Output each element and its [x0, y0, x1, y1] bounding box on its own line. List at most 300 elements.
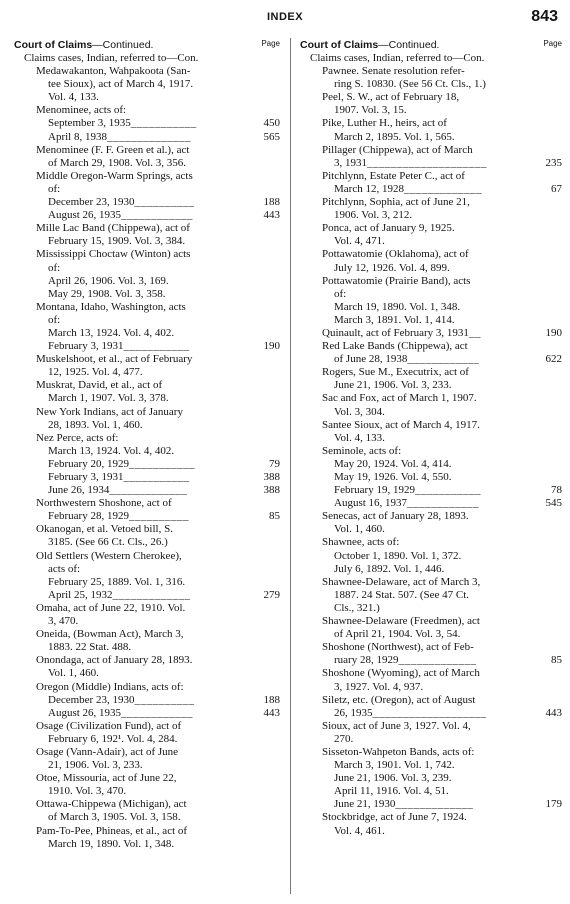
index-line [300, 196, 562, 209]
index-line-text: Vol. 4, 461. [334, 824, 385, 837]
index-line [300, 157, 562, 170]
index-line [14, 602, 280, 615]
index-line [14, 694, 280, 707]
index-line-text: Rogers, Sue M., Executrix, act of [322, 366, 469, 379]
index-line-text: Mississippi Choctaw (Winton) acts [36, 248, 191, 261]
index-line [300, 641, 562, 654]
index-line [300, 667, 562, 680]
index-line-text: 1887. 24 Stat. 507. (See 47 Ct. [334, 588, 470, 601]
dot-leader: _____________ [395, 798, 474, 811]
index-line [14, 497, 280, 510]
index-line-text: Pitchlynn, Sophia, act of June 21, [322, 196, 470, 209]
dot-leader: ___________ [414, 484, 481, 497]
dot-leader: ______________ [106, 130, 191, 143]
index-line [14, 78, 280, 91]
index-line [14, 353, 280, 366]
index-line [300, 419, 562, 432]
index-line [300, 602, 562, 615]
index-line-text: 3, 470. [48, 615, 79, 628]
index-line-text: Northwestern Shoshone, act of [36, 497, 172, 510]
index-line [300, 694, 562, 707]
index-line [14, 458, 280, 471]
page-reference: 190 [261, 340, 281, 353]
header-title: INDEX [266, 11, 304, 23]
index-line-text: 1907. Vol. 3, 15. [334, 104, 407, 117]
dot-leader: ___________________ [372, 706, 487, 719]
index-line-text: December 23, 1930 [48, 693, 135, 706]
index-line-text: May 29, 1908. Vol. 3, 358. [48, 287, 166, 300]
index-line [14, 117, 280, 130]
index-line-text: Muskrat, David, et al., act of [36, 379, 163, 392]
index-line-text: Seminole, acts of: [322, 444, 402, 457]
index-line [14, 667, 280, 680]
index-line-text: Sioux, act of June 3, 1927. Vol. 4, [322, 719, 471, 732]
section-title: Court of Claims [300, 39, 379, 51]
index-line [14, 288, 280, 301]
page-reference: 388 [261, 471, 281, 484]
index-line [300, 209, 562, 222]
index-line-text: May 19, 1926. Vol. 4, 550. [334, 471, 452, 483]
section-title: Court of Claims [14, 39, 93, 51]
page-reference: 78 [548, 484, 562, 497]
index-line [300, 183, 562, 196]
dot-leader: ___________ [128, 457, 195, 470]
column-divider [290, 38, 291, 894]
index-line [300, 314, 562, 327]
index-line [14, 314, 280, 327]
right-column-heading [300, 38, 562, 52]
index-line [14, 144, 280, 157]
index-line-text: Sisseton-Wahpeton Bands, acts of: [322, 745, 475, 758]
index-line [14, 510, 280, 523]
index-line [14, 707, 280, 720]
index-line [300, 222, 562, 235]
index-line-text: August 26, 1935 [48, 706, 122, 719]
dot-leader: ____________ [121, 209, 194, 222]
index-line-text: of June 28, 1938 [334, 353, 408, 366]
index-line-text: Quinault, act of February 3, 1931 [322, 326, 469, 339]
page-column-label: Page [261, 39, 280, 48]
index-line [14, 720, 280, 733]
index-line-text: Oregon (Middle) Indians, acts of: [36, 680, 184, 693]
index-line [300, 78, 562, 91]
dot-leader: __________ [134, 693, 195, 706]
index-line-text: March 13, 1924. Vol. 4, 402. [48, 326, 175, 339]
index-line-text: 21, 1906. Vol. 3, 233. [48, 759, 143, 772]
index-line-text: Sac and Fox, act of March 1, 1907. [322, 392, 477, 405]
index-line-text: Stockbridge, act of June 7, 1924. [322, 811, 467, 824]
index-line-text: April 8, 1938 [48, 130, 107, 143]
right-entries-list [300, 52, 562, 838]
index-line [14, 419, 280, 432]
index-line [300, 301, 562, 314]
index-line [300, 589, 562, 602]
index-line [14, 811, 280, 824]
page-reference: 85 [266, 510, 280, 523]
index-line [300, 746, 562, 759]
index-line-text: July 6, 1892. Vol. 1, 446. [334, 562, 445, 575]
index-line [300, 288, 562, 301]
index-line [300, 170, 562, 183]
index-line-text: June 21, 1930 [334, 798, 396, 811]
page-reference: 450 [261, 117, 281, 130]
index-line [300, 707, 562, 720]
index-line [300, 497, 562, 510]
index-line-text: Pam-To-Pee, Phineas, et al., act of [36, 824, 188, 837]
index-line [14, 654, 280, 667]
index-line-text: February 15, 1909. Vol. 3, 384. [48, 235, 186, 248]
dot-leader: ___________ [130, 117, 197, 130]
index-line-text: Vol. 4, 471. [334, 235, 385, 248]
index-line [14, 576, 280, 589]
index-line [14, 798, 280, 811]
continued-label: —Continued. [378, 39, 440, 51]
index-line [300, 131, 562, 144]
index-line-text: of March 29, 1908. Vol. 3, 356. [48, 156, 187, 169]
index-line-text: March 3, 1891. Vol. 1, 414. [334, 313, 455, 326]
dot-leader: __________ [128, 510, 189, 523]
dot-leader: _____________ [403, 182, 482, 195]
index-line-text: February 20, 1929 [48, 457, 129, 470]
page-reference: 443 [543, 707, 563, 720]
index-line [300, 248, 562, 261]
index-line-text: ruary 28, 1929 [334, 654, 399, 667]
index-line [300, 733, 562, 746]
index-line [300, 772, 562, 785]
index-line [14, 196, 280, 209]
index-line-text: 3, 1931 [334, 156, 367, 169]
index-line-text: February 6, 192¹. Vol. 4, 284. [48, 732, 178, 745]
index-line [300, 523, 562, 536]
index-line [300, 366, 562, 379]
index-line-text: Osage (Vann-Adair), act of June [36, 745, 179, 758]
index-line [300, 811, 562, 824]
index-line-text: February 3, 1931 [48, 471, 124, 483]
index-line-text: Vol. 1, 460. [334, 523, 385, 536]
index-line-text: Muskelshoot, et al., act of February [36, 353, 193, 366]
index-line-text: Onondaga, act of January 28, 1893. [36, 654, 193, 667]
index-line-text: Menominee, acts of: [36, 104, 127, 117]
index-line-text: April 11, 1916. Vol. 4, 51. [334, 785, 449, 798]
index-line-text: 1906. Vol. 3, 212. [334, 209, 413, 222]
index-line-text: March 3, 1901. Vol. 1, 742. [334, 759, 455, 772]
index-line [14, 65, 280, 78]
index-line-text: Pottawatomie (Prairie Band), acts [322, 274, 471, 287]
index-line-text: October 1, 1890. Vol. 1, 372. [334, 549, 462, 562]
index-line-text: May 20, 1924. Vol. 4, 414. [334, 457, 452, 470]
index-line-text: 1883. 22 Stat. 488. [48, 641, 132, 654]
dot-leader: ____________ [407, 353, 480, 366]
page-reference: 388 [261, 484, 281, 497]
index-line-text: Osage (Civilization Fund), act of [36, 719, 182, 732]
index-line [300, 406, 562, 419]
index-line-text: Senecas, act of January 28, 1893. [322, 510, 469, 523]
index-line-text: Pottawatomie (Oklahoma), act of [322, 248, 469, 261]
page-reference: 79 [266, 458, 280, 471]
index-line [300, 458, 562, 471]
index-line [14, 131, 280, 144]
index-line-text: August 26, 1935 [48, 209, 122, 222]
index-line-text: of: [48, 261, 61, 274]
index-line-text: Siletz, etc. (Oregon), act of August [322, 693, 476, 706]
index-line-text: June 21, 1906. Vol. 3, 239. [334, 772, 452, 785]
index-line-text: Middle Oregon-Warm Springs, acts [36, 169, 193, 182]
page-header [0, 8, 570, 36]
continued-label: —Continued. [92, 39, 154, 51]
index-line-text: Vol. 4, 133. [334, 431, 385, 444]
index-line [14, 825, 280, 838]
index-line-text: Ponca, act of January 9, 1925. [322, 222, 455, 235]
dot-leader: _____________ [398, 654, 477, 667]
index-line [300, 117, 562, 130]
page-reference: 235 [543, 157, 563, 170]
index-line [14, 563, 280, 576]
index-line [300, 65, 562, 78]
page-reference: 443 [261, 209, 281, 222]
dot-leader: __________ [134, 196, 195, 209]
index-line [14, 392, 280, 405]
index-line [300, 144, 562, 157]
index-line [14, 366, 280, 379]
index-line [14, 235, 280, 248]
dot-leader: __ [468, 326, 481, 339]
index-line-text: December 23, 1930 [48, 196, 135, 209]
index-line [14, 327, 280, 340]
page-reference: 622 [543, 353, 563, 366]
index-line [300, 104, 562, 117]
index-line [14, 471, 280, 484]
index-line-text: Montana, Idaho, Washington, acts [36, 300, 186, 313]
index-line-text: New York Indians, act of January [36, 405, 183, 418]
index-line-text: 12, 1925. Vol. 4, 477. [48, 366, 143, 379]
index-line-text: Ottawa-Chippewa (Michigan), act [36, 798, 187, 811]
index-line [14, 222, 280, 235]
index-line-text: March 2, 1895. Vol. 1, 565. [334, 130, 455, 143]
index-line [14, 275, 280, 288]
index-line [14, 615, 280, 628]
index-line [300, 445, 562, 458]
index-line [14, 170, 280, 183]
index-line [300, 654, 562, 667]
index-line-text: 1910. Vol. 3, 470. [48, 785, 127, 798]
index-line [300, 628, 562, 641]
index-line-text: August 16, 1937 [334, 497, 408, 510]
index-line [14, 838, 280, 851]
index-line-text: 28, 1893. Vol. 1, 460. [48, 418, 143, 431]
dot-leader: ___________ [123, 340, 190, 353]
right-column [300, 38, 562, 838]
index-line [300, 563, 562, 576]
dot-leader: _____________ [112, 588, 191, 601]
index-line [14, 52, 280, 65]
index-line-text: of March 3, 1905. Vol. 3, 158. [48, 811, 181, 824]
index-line [14, 536, 280, 549]
index-line [300, 825, 562, 838]
index-line [14, 772, 280, 785]
index-line [14, 157, 280, 170]
index-line [14, 589, 280, 602]
index-line [300, 392, 562, 405]
index-line-text: 3, 1927. Vol. 4, 937. [334, 680, 424, 693]
index-line-text: Pike, Luther H., heirs, act of [322, 117, 447, 130]
index-line-text: Vol. 4, 133. [48, 91, 99, 104]
index-line-text: Old Settlers (Western Cherokee), [36, 549, 182, 562]
index-line-text: Cls., 321.) [334, 601, 380, 614]
index-line [14, 301, 280, 314]
page-reference: 190 [543, 327, 563, 340]
index-line [300, 536, 562, 549]
index-line [300, 91, 562, 104]
index-line-text: February 19, 1929 [334, 484, 415, 497]
index-line-text: Mille Lac Band (Chippewa), act of [36, 222, 190, 235]
index-line [300, 576, 562, 589]
left-column-heading [14, 38, 280, 52]
index-line [300, 720, 562, 733]
page-reference: 188 [261, 196, 281, 209]
index-line [300, 262, 562, 275]
index-line-text: September 3, 1935 [48, 117, 131, 130]
index-line-text: Claims cases, Indian, referred to—Con. [310, 52, 485, 64]
index-line-text: Shoshone (Wyoming), act of March [322, 667, 480, 680]
index-line [14, 746, 280, 759]
index-line-text: Shawnee-Delaware, act of March 3, [322, 575, 481, 588]
index-line-text: ring S. 10830. (See 56 Ct. Cls., 1.) [334, 78, 486, 91]
index-line [14, 523, 280, 536]
index-line-text: of: [48, 182, 61, 195]
index-line [14, 628, 280, 641]
dot-leader: ____________ [407, 497, 480, 510]
index-line-text: of: [334, 287, 347, 300]
page-reference: 443 [261, 707, 281, 720]
index-line [14, 785, 280, 798]
page-column-label: Page [543, 39, 562, 48]
left-entries-list [14, 52, 280, 851]
index-line-text: Shawnee-Delaware (Freedmen), act [322, 615, 480, 628]
index-line-text: April 26, 1906. Vol. 3, 169. [48, 274, 169, 287]
index-line [300, 759, 562, 772]
index-line-text: 26, 1935 [334, 706, 373, 719]
index-line [300, 275, 562, 288]
page-number: 843 [531, 8, 558, 25]
page-reference: 179 [543, 798, 563, 811]
index-line-text: of April 21, 1904. Vol. 3, 54. [334, 628, 461, 641]
index-line [300, 327, 562, 340]
index-line-text: Shoshone (Northwest), act of Feb- [322, 641, 474, 654]
index-line [14, 445, 280, 458]
index-line-text: Vol. 3, 304. [334, 405, 385, 418]
index-line-text: Menominee (F. F. Green et al.), act [36, 143, 190, 156]
index-line [14, 406, 280, 419]
index-line-text: April 25, 1932 [48, 588, 113, 601]
index-line [300, 681, 562, 694]
index-line [14, 733, 280, 746]
index-line-text: June 21, 1906. Vol. 3, 233. [334, 379, 452, 392]
index-line [14, 379, 280, 392]
index-line [300, 785, 562, 798]
index-line-text: 3185. (See 66 Ct. Cls., 26.) [48, 536, 168, 549]
index-line-text: March 1, 1907. Vol. 3, 378. [48, 392, 169, 405]
page-reference: 188 [261, 694, 281, 707]
index-line-text: Oneida, (Bowman Act), March 3, [36, 628, 184, 641]
index-line-text: Medawakanton, Wahpakoota (San- [36, 65, 191, 78]
index-line-text: 270. [334, 732, 354, 745]
dot-leader: _____________ [109, 484, 188, 497]
index-line-text: Shawnee, acts of: [322, 536, 400, 549]
index-line-text: Vol. 1, 460. [48, 667, 99, 680]
index-line-text: Peel, S. W., act of February 18, [322, 91, 460, 104]
dot-leader: ____________ [121, 706, 194, 719]
index-line [300, 52, 562, 65]
index-line-text: March 12, 1928 [334, 182, 404, 195]
dot-leader: ___________ [123, 471, 190, 483]
page-reference: 545 [543, 497, 563, 510]
index-line-text: March 13, 1924. Vol. 4, 402. [48, 444, 175, 457]
page-reference: 279 [261, 589, 281, 602]
index-line-text: Santee Sioux, act of March 4, 1917. [322, 418, 480, 431]
index-line [300, 484, 562, 497]
index-line [14, 262, 280, 275]
index-line [300, 510, 562, 523]
index-line [300, 235, 562, 248]
index-line-text: acts of: [48, 562, 81, 575]
index-line [14, 248, 280, 261]
index-line-text: Otoe, Missouria, act of June 22, [36, 772, 177, 785]
index-line-text: June 26, 1934 [48, 484, 110, 497]
index-line [14, 183, 280, 196]
index-line [14, 484, 280, 497]
index-line [300, 353, 562, 366]
dot-leader: ____________________ [367, 156, 487, 169]
index-line [14, 681, 280, 694]
index-line [14, 104, 280, 117]
left-column [14, 38, 280, 851]
index-line-text: Pillager (Chippewa), act of March [322, 143, 473, 156]
index-line-text: Pawnee. Senate resolution refer- [322, 65, 465, 78]
index-line [300, 798, 562, 811]
index-line [14, 759, 280, 772]
index-line [300, 615, 562, 628]
index-line [300, 471, 562, 484]
index-line-text: Pitchlynn, Estate Peter C., act of [322, 169, 465, 182]
index-line-text: February 3, 1931 [48, 340, 124, 353]
index-line-text: Claims cases, Indian, referred to—Con. [24, 52, 199, 64]
index-line-text: March 19, 1890. Vol. 1, 348. [334, 300, 461, 313]
index-line-text: of: [48, 313, 61, 326]
index-line [14, 641, 280, 654]
index-line [14, 340, 280, 353]
index-line [300, 340, 562, 353]
page-reference: 565 [261, 131, 281, 144]
index-line [300, 550, 562, 563]
index-line-text: March 19, 1890. Vol. 1, 348. [48, 837, 175, 850]
index-line-text: Red Lake Bands (Chippewa), act [322, 340, 468, 353]
index-line-text: Omaha, act of June 22, 1910. Vol. [36, 601, 186, 614]
index-line-text: February 25, 1889. Vol. 1, 316. [48, 575, 186, 588]
index-line [14, 209, 280, 222]
page-reference: 67 [548, 183, 562, 196]
index-line [14, 91, 280, 104]
index-line-text: Nez Perce, acts of: [36, 431, 119, 444]
index-line [14, 550, 280, 563]
index-line-text: February 28, 1929 [48, 510, 129, 523]
page-reference: 85 [548, 654, 562, 667]
index-line [14, 432, 280, 445]
index-line [300, 432, 562, 445]
index-line-text: tee Sioux), act of March 4, 1917. [48, 78, 194, 91]
index-line-text: Okanogan, et al. Vetoed bill, S. [36, 523, 173, 536]
index-line-text: July 12, 1926. Vol. 4, 899. [334, 261, 450, 274]
index-line [300, 379, 562, 392]
